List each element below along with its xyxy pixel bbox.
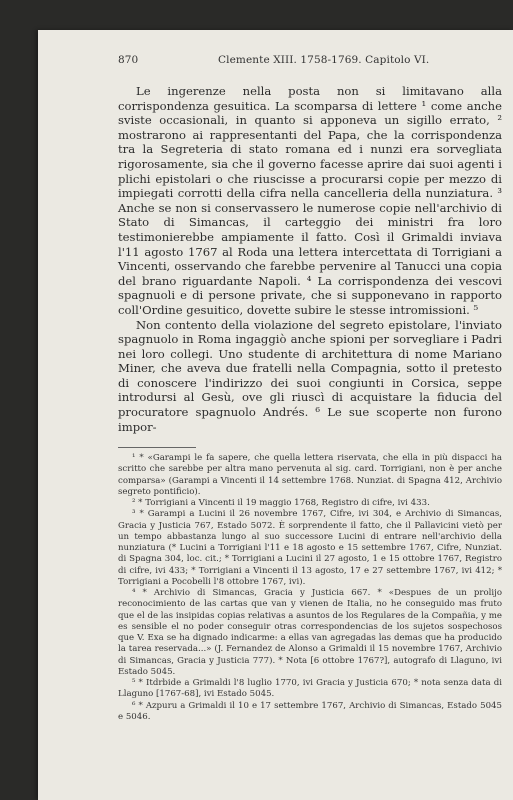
footnote: ⁴ * Archivio di Simancas, Gracia y Justicia 667. * «Despues de un prolijo reconocimiento de las cartas que van y vienen de Italia, no he conseguido mas fruto que el de las insipidas copias relativas a asuntos de los Regulares de la Compañia, y me es sensible el no poder conseguir otras correspondencias de los sujetos sospechosos que V. Exa se ha dignado indicarme: a ellas van agregadas las demas que ha producido la tarea reservada...» (J. Fernandez de Alonso a Grimaldi il 15 novembre 1767, Archivio di Simancas, Gracia y Justicia 777). * Nota [6 ottobre 1767?], autografo di Llaguno, ivi Estado 5045. — [118, 588, 502, 677]
footnote: ⁵ * Itdrbide a Grimaldi l'8 luglio 1770, ivi Gracia y Justicia 670; * nota senza data di Llaguno [1767-68], ivi Estado 5045. — [118, 678, 502, 700]
paragraph: Non contento della violazione del segreto epistolare, l'inviato spagnuolo in Roma ingaggiò anche spioni per sorvegliare i Padri nei loro collegi. Uno studente di architettura di nome Mariano Miner, che aveva due fratelli nella Compagnia, sotto il pretesto di conoscere l'indirizzo dei suoi congiunti in Corsica, seppe introdursi al Gesù, ove gli riuscì di acquistare la fiducia del procuratore spagnuolo Andrés. ⁶ Le sue scoperte non furono impor- — [118, 317, 502, 434]
book-page — [38, 30, 513, 800]
footnote: ² * Torrigiani a Vincenti il 19 maggio 1768, Registro di cifre, ivi 433. — [132, 498, 430, 508]
running-title: Clemente XIII. 1758-1769. Capitolo VI. — [218, 54, 430, 66]
footnote-divider — [118, 447, 196, 448]
page-number: 870 — [118, 54, 139, 66]
footnote: ¹ * «Garampi le fa sapere, che quella lettera riservata, che ella in più dispacci ha scritto che sarebbe per altra mano pervenuta al sig. card. Torrigiani, non è per anche comparsa» (Garampi a Vincenti il 14 settembre 1768. Nunziat. di Spagna 412, Archivio segreto pontificio). — [118, 453, 502, 497]
footnote: ³ * Garampi a Lucini il 26 novembre 1767, Cifre, ivi 304, e Archivio di Simancas, Gracia y Justicia 767, Estado 5072. È sorprendente il fatto, che il Pallavicini vietò per un tempo abbastanza lungo al suo successore Lucini di entrare nell'archivio della nunziatura (* Lucini a Torrigiani l'11 e 18 agosto e 15 settembre 1767, Cifre, Nunziat. di Spagna 304, loc. cit.; * Torrigiani a Lucini il 27 agosto, 1 e 15 ottobre 1767, Registro di cifre, ivi 433; * Torrigiani a Vincenti il 13 agosto, 17 e 27 settembre 1767, ivi 412; * Torrigiani a Pocobelli l'8 ottobre 1767, ivi). — [118, 509, 502, 587]
main-text — [118, 84, 502, 434]
footnotes — [118, 453, 502, 723]
paragraph: Le ingerenze nella posta non si limitavano alla corrispondenza gesuitica. La scomparsa di lettere ¹ come anche sviste occasionali, in quanto si apponeva un sigillo errato, ² mostrarono ai rappresentanti del Papa, che la corrispondenza tra la Segreteria di stato romana ed i nunzi era sorvegliata rigorosamente, sia che il governo facesse aprire dai suoi agenti i plichi epistolari o che riuscisse a procurarsi copie per mezzo di impiegati corrotti della cifra nella cancelleria della nunziatura. ³ Anche se non si conservassero le numerose copie nell'archivio di Stato di Simancas, il carteggio dei ministri fra loro testimonierebbe ampiamente il fatto. Così il Grimaldi inviava l'11 agosto 1767 al Roda una lettera intercettata di Torrigiani a Vincenti, osservando che farebbe pervenire al Tanucci una copia del brano riguardante Napoli. ⁴ La corrispondenza dei vescovi spagnuoli e di persone private, che si supponevano in rapporto coll'Ordine gesuitico, dovette subire le stesse intromissioni. ⁵ — [118, 84, 502, 317]
footnote: ⁶ * Azpuru a Grimaldi il 10 e 17 settembre 1767, Archivio di Simancas, Estado 5045 e 5046. — [118, 700, 502, 722]
